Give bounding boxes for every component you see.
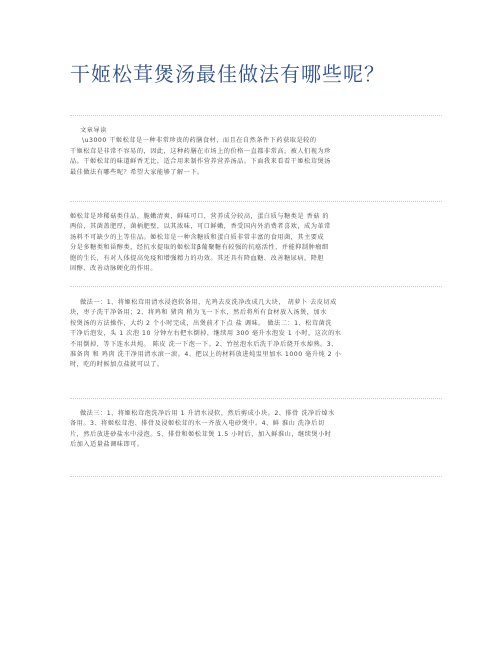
divider bbox=[70, 115, 442, 116]
divider bbox=[70, 201, 442, 202]
paragraph-line: 不用倒掉，等下连水共炖。 陈皮 洗一下泡一下。2、竹丝泡水后洗干净后烧开水焯熟。3、 bbox=[70, 340, 338, 348]
paragraph-3 bbox=[70, 409, 442, 451]
divider bbox=[70, 476, 442, 477]
paragraph-line: 按煲汤的方法操作，大约 2 个小时完成，出煲前才下点 盐 调味。 做法二：1、松茸菌洗 bbox=[70, 319, 332, 327]
intro-line: 最佳做法有哪些呢？希望大家能够了解一下。 bbox=[70, 168, 204, 176]
intro-line: 干姬松茸是非常不容易的，因此，这种药膳在市场上的价格一直都非常高，被人们视为珍 bbox=[70, 147, 331, 155]
intro-label: 文章导读 bbox=[80, 127, 107, 134]
divider bbox=[70, 398, 442, 399]
paragraph-line: 备用。3、将姬松茸泡、排骨及浸姬松茸的水一齐放入电砂煲中。4、鲜 淮山 洗净后切 bbox=[70, 420, 325, 428]
paragraph-line: 姬松茸是珍稀菇类佳品，脆嫩清爽，鲜味可口，营养成分较高，蛋白质与糖类是 香菇 的 bbox=[70, 213, 330, 220]
paragraph-line: 胞的生长，有对人体提高免疫和增强精力的功效。其还具有降血糖、改善糖尿病，降胆 bbox=[70, 254, 325, 262]
paragraph-line: 准备肉 和 鸡肉 洗干净用清水滚一滚。4、把以上的材料放进炖盅里加水 1000 毫升炖 2 小 bbox=[70, 351, 342, 359]
intro-line: \u3000 干姬松茸是一种非常珍贵的药膳食材，而且在自然条件下药获取是较的 bbox=[82, 137, 317, 145]
intro-line: 品。干姬松茸的味道鲜香无比，适合用来制作营养营养汤品。下面我来看看干姬松茸煲汤 bbox=[70, 158, 331, 166]
paragraph-line: 做法一：1、将姬松茸用清水浸泡软备用，光鸡去皮洗净改成几大块， 胡萝卜 去皮切成 bbox=[80, 299, 337, 306]
paragraph-line: 时，吃的时候加点盐就可以了。 bbox=[70, 361, 164, 369]
page-title: 干姬松茸煲汤最佳做法有哪些呢？ bbox=[70, 62, 385, 86]
paragraph-1 bbox=[70, 212, 442, 274]
paragraph-line: 两倍，其菌盖肥厚，菌柄肥壁，以其浓味，可口鲜嫩，香受国内外消费者喜欢，成为革常 bbox=[70, 223, 331, 231]
paragraph-line: 固醇、改善动脉硬化的作用。 bbox=[70, 265, 157, 273]
paragraph-line: 汤料不可缺少的上等佳品。姬松茸是一种含糖质和蛋白质非常丰富的食用菌，其主要成 bbox=[70, 233, 325, 241]
paragraph-line: 块，枣子洗干净备用；2、将鸡和 猪肉 稍为飞一下水，然后将所有食材放入汤煲，加水 bbox=[70, 309, 327, 317]
paragraph-line: 做法三：1、将姬松茸泡洗净后用 1 升清水浸软，然后剪成小块。2、排骨 洗净后焯水 bbox=[80, 410, 335, 417]
paragraph-2 bbox=[70, 298, 442, 371]
paragraph-line: 后加入适量盐调味即可。 bbox=[70, 441, 144, 449]
paragraph-line: 片，然后放进砂盐水中浸泡。5、排骨和姬松茸煲 1.5 小时后，加入鲜淮山，继续煲小时 bbox=[70, 430, 332, 438]
paragraph-line: 分是多糖类和甾醇类，经抗水提取的姬松茸β葡聚糖有较强的抗癌活性，并能抑制肿瘤细 bbox=[70, 244, 329, 252]
intro-section bbox=[70, 126, 442, 178]
paragraph-line: 干净后泡发，头 1 次泡 10 分钟左右把水倒掉，继续用 300 毫升水泡发 1 小时，这次的水 bbox=[70, 330, 342, 338]
divider bbox=[70, 286, 442, 287]
